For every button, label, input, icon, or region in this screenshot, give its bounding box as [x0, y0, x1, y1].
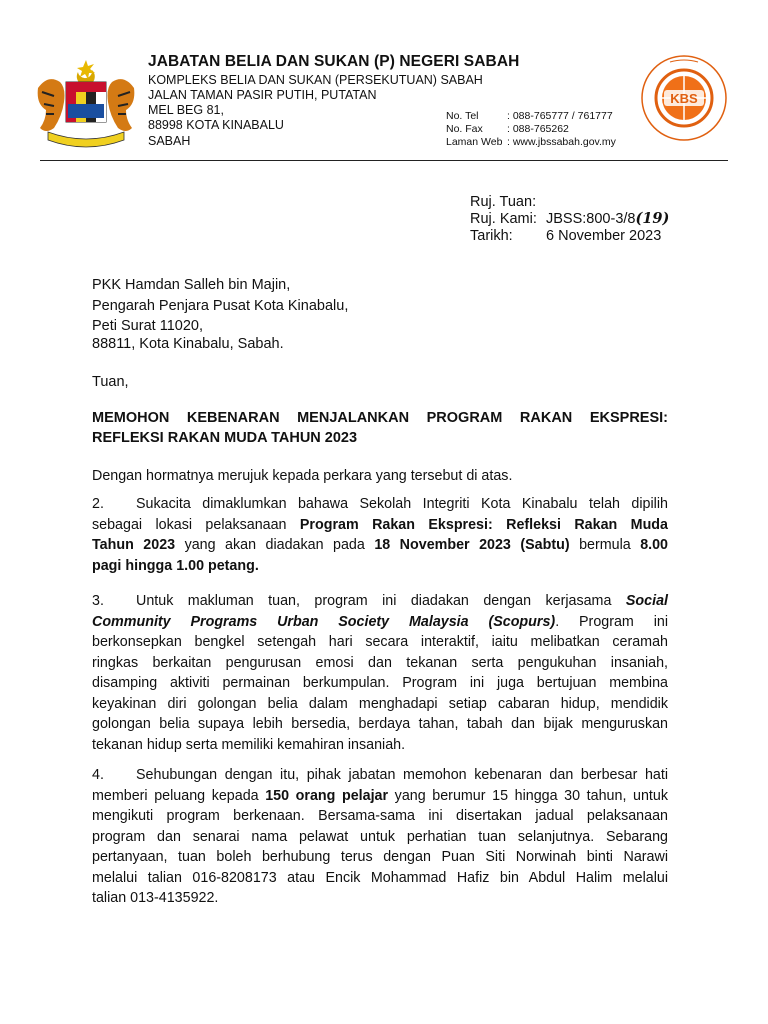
p3-line-2: [92, 612, 668, 633]
contact-tel-label: No. Tel: [446, 110, 479, 122]
ruj-tuan: [470, 193, 536, 211]
p3-partner-a: Social: [625, 593, 668, 609]
recipient-line-1: PKK Hamdan Salleh bin Majin,: [92, 277, 291, 293]
opening-line: Dengan hormatnya merujuk kepada perkara yang tersebut di atas.: [92, 468, 513, 484]
p4-line-6: melalui talian 016-8208173 atau Encik Mohammad Hafiz bin Abdul Halim melalui: [92, 869, 668, 886]
paragraph-4: [92, 765, 668, 909]
ruj-kami-value: JBSS:800-3/8: [546, 211, 636, 227]
tarikh: [470, 227, 661, 245]
p3-line-6: keyakinan diri golongan belia dalam menghadapi setiap cabaran hidup, mendidik: [92, 695, 668, 712]
p3-line-8: tekanan hidup serta memiliki kemahiran insaniah.: [92, 736, 406, 753]
p3-line-4: ringkas berkaitan pengurusan emosi dan tekanan serta pengukuhan insaniah,: [92, 654, 668, 671]
recipient-line-2: Pengarah Penjara Pusat Kota Kinabalu,: [92, 298, 349, 314]
organization-name: JABATAN BELIA DAN SUKAN (P) NEGERI SABAH: [148, 53, 520, 70]
p2-time-range: pagi hingga 1.00 petang.: [92, 557, 259, 574]
tarikh-label: Tarikh:: [470, 228, 513, 244]
address-line-4: 88998 KOTA KINABALU: [148, 118, 284, 132]
ruj-kami: [470, 210, 669, 228]
p2-program-year: Tahun 2023: [92, 537, 176, 553]
p4-number: 4.: [92, 767, 104, 783]
p2-line-1: [92, 494, 668, 515]
contact-tel: [446, 110, 613, 123]
p4-text-b: memberi peluang kepada: [92, 787, 266, 804]
address-line-2: JALAN TAMAN PASIR PUTIH, PUTATAN: [148, 88, 377, 102]
p4-text-a: Sehubungan dengan itu, pihak jabatan memohon kebenaran dan berbesar hati: [136, 767, 668, 783]
p3-text-a: Untuk makluman tuan, program ini diadakan dengan kerjasama: [136, 593, 626, 609]
contact-fax: [446, 123, 569, 136]
contact-web-value: : www.jbssabah.gov.my: [507, 136, 616, 148]
p2-date: 18 November 2023 (Sabtu): [374, 537, 570, 553]
p3-line-7: golongan belia supaya lebih bersedia, berdaya tahan, tabah dan bijak menguruskan: [92, 716, 668, 732]
p2-program-name: Program Rakan Ekspresi: Refleksi Rakan Muda: [299, 516, 668, 533]
recipient-line-3: Peti Surat 11020,: [92, 318, 203, 334]
p4-participant-count: 150 orang pelajar: [265, 787, 389, 804]
contact-tel-value: : 088-765777 / 761777: [507, 110, 613, 122]
coat-of-arms-logo: [32, 58, 140, 150]
p2-text-c: yang akan diadakan pada: [175, 537, 375, 553]
address-line-3: MEL BEG 81,: [148, 103, 224, 117]
paragraph-2: [92, 494, 668, 576]
ruj-kami-label: Ruj. Kami:: [470, 211, 537, 227]
p4-line-7: talian 013-4135922.: [92, 890, 219, 906]
p2-text-a: Sukacita dimaklumkan bahawa Sekolah Integriti Kota Kinabalu telah dipilih: [136, 496, 668, 512]
paragraph-3: [92, 591, 668, 755]
p3-line-3: berkonsepkan bengkel setengah hari secara interaktif, iaitu melibatkan ceramah: [92, 634, 668, 650]
subject-heading: MEMOHON KEBENARAN MENJALANKAN PROGRAM RAKAN EKSPRESI: REFLEKSI RAKAN MUDA TAHUN 2023: [92, 410, 668, 446]
kbs-logo-text: KBS: [670, 91, 698, 106]
salutation: Tuan,: [92, 374, 129, 390]
p4-text-b2: yang berumur 15 hingga 30 tahun, untuk: [388, 787, 668, 804]
p2-line-4: [92, 556, 668, 577]
p4-line-5: pertanyaan, tuan boleh berhubung terus dengan Puan Siti Norwinah binti Narawi: [92, 849, 668, 865]
p3-text-b: . Program ini: [555, 613, 669, 630]
p3-partner-b: Community Programs Urban Society Malaysia (Scopurs): [92, 613, 556, 630]
kbs-logo: [640, 54, 728, 142]
p2-line-2: [92, 515, 668, 536]
p4-line-3: mengikuti program berkenaan. Bersama-sama ini disertakan jadual pelaksanaan: [92, 808, 668, 824]
ruj-kami-handwritten: (19): [635, 210, 670, 227]
p2-number: 2.: [92, 496, 104, 512]
p4-line-2: [92, 786, 668, 807]
contact-fax-label: No. Fax: [446, 123, 483, 135]
p2-text-b: sebagai lokasi pelaksanaan: [92, 516, 300, 533]
p2-text-c2: bermula: [569, 537, 641, 553]
contact-web-label: Laman Web: [446, 136, 503, 148]
contact-web: [446, 136, 616, 149]
address-line-1: KOMPLEKS BELIA DAN SUKAN (PERSEKUTUAN) SABAH: [148, 73, 483, 87]
contact-fax-value: : 088-765262: [507, 123, 569, 135]
p2-start-time: 8.00: [640, 537, 669, 553]
p3-line-5: disamping aktiviti permainan berkumpulan. Program ini juga bertujuan membina: [92, 675, 668, 691]
p2-line-3: [92, 535, 668, 556]
header-divider: [40, 160, 728, 161]
p3-number: 3.: [92, 593, 104, 609]
p4-line-1: [92, 765, 668, 786]
p3-line-1: [92, 591, 668, 612]
address-line-5: SABAH: [148, 134, 191, 148]
recipient-line-4: 88811, Kota Kinabalu, Sabah.: [92, 336, 284, 352]
tarikh-value: 6 November 2023: [546, 228, 662, 244]
p4-line-4: program dan senarai nama pelawat untuk perhatian tuan selanjutnya. Sebarang: [92, 828, 668, 845]
ruj-tuan-label: Ruj. Tuan:: [470, 194, 537, 210]
